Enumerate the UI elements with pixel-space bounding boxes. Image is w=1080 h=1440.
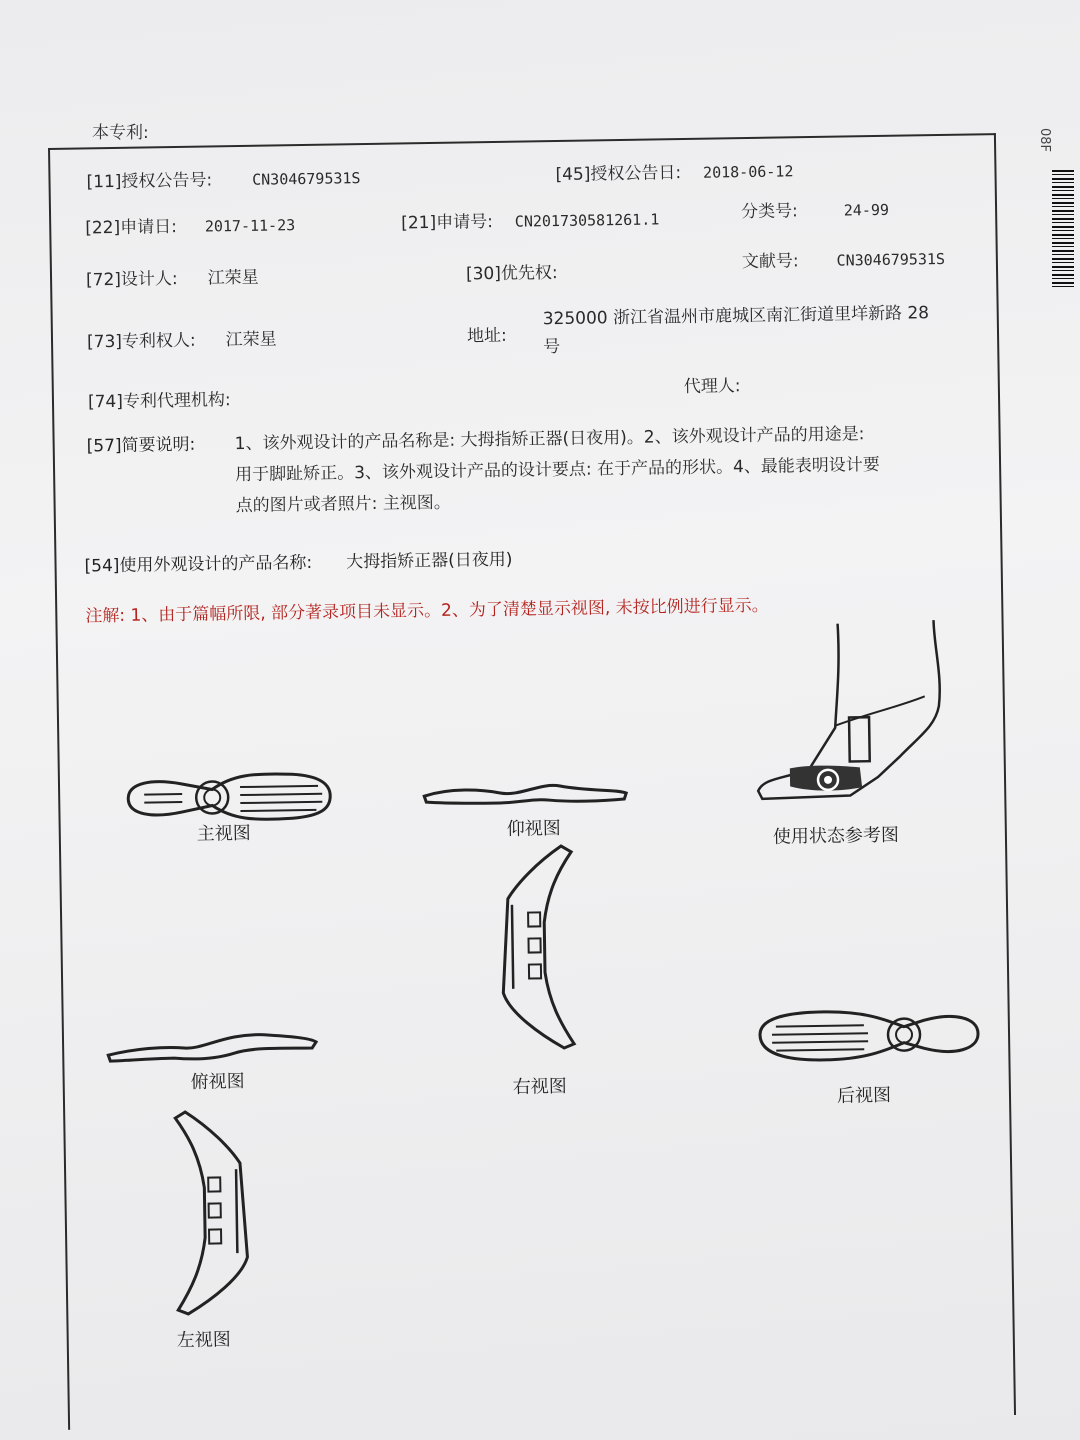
product-name-label: [54]使用外观设计的产品名称: [84,552,313,577]
rear-view-caption: 后视图 [836,1084,892,1107]
summary-text [234,417,995,522]
designer-label: [72]设计人: [85,268,178,291]
product-name-value: 大拇指矫正器(日夜用) [346,549,513,573]
agent-label: 代理人: [683,376,741,398]
class-label: 分类号: [740,201,798,223]
address-line1: 325000 浙江省温州市鹿城区南汇街道里垟新路 28 [542,303,930,330]
right-view-caption: 右视图 [512,1075,567,1098]
summary-line-3: 点的图片或者照片: 主视图。 [235,492,451,517]
filing-date-field [85,210,295,238]
address-label: 地址: [466,325,507,347]
owner-field [87,324,277,352]
owner-label: [73]专利权人: [86,330,196,353]
agency-label: [74]专利代理机构: [87,390,231,413]
summary-line-1: 1、该外观设计的产品名称是: 大拇指矫正器(日夜用)。2、该外观设计产品的用途是: [234,424,865,455]
bibliographic-frame [48,133,1016,1430]
bottom-view-caption: 仰视图 [506,818,561,840]
rear-view-drawing [754,1001,985,1067]
bottom-view-drawing [420,771,631,814]
agent-field [684,371,741,397]
top-view-drawing [104,1026,321,1065]
agency-field [88,385,231,412]
page-header: 本专利: [92,123,149,143]
product-name-row [84,545,512,577]
class-value: 24-99 [843,200,890,220]
doc-no-label: 文献号: [741,251,799,273]
left-view-drawing [165,1107,258,1318]
class-field [741,195,889,222]
doc-no-field [742,244,945,272]
designer-field [86,263,259,291]
pub-no-field [86,163,360,192]
summary-line-2: 用于脚趾矫正。3、该外观设计产品的设计要点: 在于产品的形状。4、最能表明设计要 [235,454,881,486]
address-field [467,321,507,347]
usage-view-drawing [747,616,950,819]
barcode-icon [1052,170,1074,290]
app-no-label: [21]申请号: [401,212,493,234]
pub-no-label: [11]授权公告号: [86,170,213,193]
filing-date-value: 2017-11-23 [204,216,296,236]
doc-no-value: CN304679531S [836,249,946,270]
filing-date-label: [22]申请日: [85,216,178,239]
pub-date-label: [45]授权公告日: [555,163,682,186]
owner-value: 江荣星 [225,329,277,351]
app-no-value: CN201730581261.1 [514,210,660,231]
usage-view-caption: 使用状态参考图 [772,824,900,848]
priority-label: [30]优先权: [465,263,558,285]
app-no-field [401,204,659,233]
pub-no-value: CN304679531S [252,169,361,189]
top-view-caption: 俯视图 [190,1071,245,1093]
note-text: 注解: 1、由于篇幅所限, 部分著录项目未显示。2、为了清楚显示视图, 未按比例进行显示。 [85,595,769,627]
front-view-caption: 主视图 [196,822,251,845]
left-view-caption: 左视图 [176,1329,231,1352]
priority-field [466,258,558,284]
right-view-drawing [497,842,590,1053]
summary-label: [57]简要说明: [86,434,196,457]
pub-date-field [555,156,793,185]
pub-date-value: 2018-06-12 [702,162,794,182]
side-code: 08F [1037,128,1052,153]
address-line2: 号 [543,336,561,358]
designer-value: 江荣星 [207,267,259,289]
